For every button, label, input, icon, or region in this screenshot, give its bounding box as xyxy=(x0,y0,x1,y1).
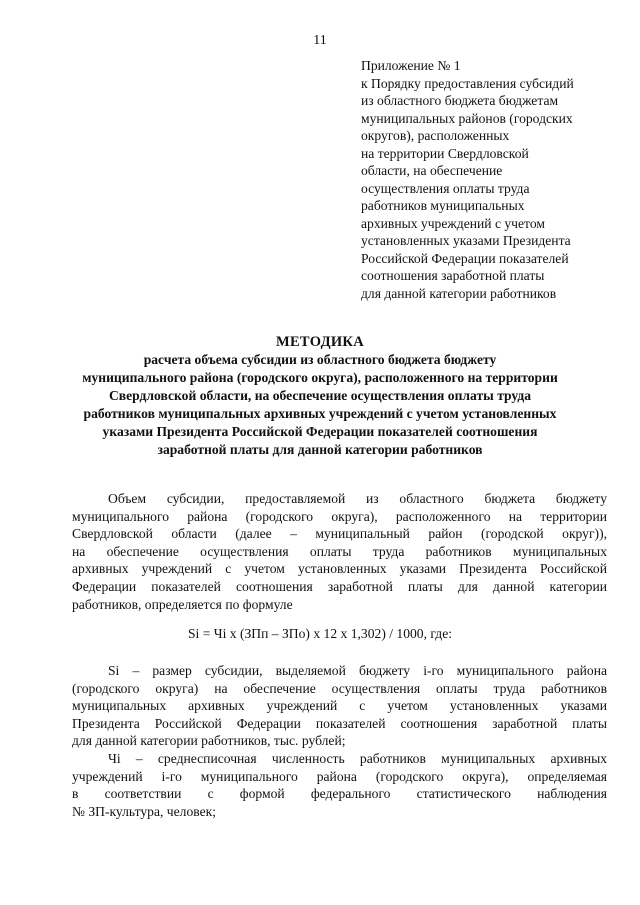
intro-paragraph xyxy=(72,490,607,613)
appendix-line: из областного бюджета бюджетам xyxy=(361,93,559,108)
definition-chi xyxy=(72,750,607,820)
appendix-header xyxy=(361,57,631,302)
appendix-line: для данной категории работников xyxy=(361,285,557,301)
paragraph-line: муниципальных архивных учреждений с учетом установленных указами xyxy=(72,698,607,714)
title-line: Свердловской области, на обеспечение осуществления оплаты труда xyxy=(108,388,532,403)
paragraph-line: на обеспечение осуществления оплаты труда работников муниципальных xyxy=(72,543,607,559)
document-title xyxy=(60,333,580,459)
paragraph-line: (городского округа) на обеспечение осуществления оплаты труда работников xyxy=(72,680,607,696)
appendix-line: архивных учреждений с учетом xyxy=(361,215,545,231)
paragraph-line: для данной категории работников, тыс. рублей; xyxy=(72,733,346,749)
formula: Si = Чi x (ЗПп – ЗПо) x 12 x 1,302) / 1000, где: xyxy=(187,626,453,641)
definition-si xyxy=(72,662,607,750)
appendix-line: области, на обеспечение xyxy=(361,163,503,178)
paragraph-line: Объем субсидии, предоставляемой из областного бюджета бюджету xyxy=(108,491,607,506)
appendix-line: на территории Свердловской xyxy=(361,145,529,161)
title-line: расчета объема субсидии из областного бюджета бюджету xyxy=(143,352,497,367)
appendix-line: Приложение № 1 xyxy=(361,58,461,73)
title-line: работников муниципальных архивных учреждений с учетом установленных xyxy=(83,406,557,421)
paragraph-line: работников, определяется по формуле xyxy=(72,596,293,612)
paragraph-line: муниципального района (городского округа), расположенного на территории xyxy=(72,508,607,524)
page-number: 11 xyxy=(313,33,327,48)
paragraph-line: Si – размер субсидии, выделяемой бюджету i-го муниципального района xyxy=(108,663,607,678)
paragraph-line: архивных учреждений с учетом установленных указами Президента Российской xyxy=(72,561,607,577)
paragraph-line: Чi – среднесписочная численность работников муниципальных архивных xyxy=(108,751,607,766)
appendix-line: к Порядку предоставления субсидий xyxy=(361,75,574,91)
paragraph-line: в соответствии с формой федерального статистического наблюдения xyxy=(72,786,607,802)
title-line: указами Президента Российской Федерации показателей соотношения xyxy=(102,424,538,439)
appendix-line: осуществления оплаты труда xyxy=(361,180,530,196)
title-line: заработной платы для данной категории работников xyxy=(157,442,483,457)
title-main: МЕТОДИКА xyxy=(275,334,365,350)
appendix-line: округов), расположенных xyxy=(361,128,510,143)
paragraph-line: № ЗП-культура, человек; xyxy=(72,803,216,819)
appendix-line: муниципальных районов (городских xyxy=(361,110,573,126)
title-line: муниципального района (городского округа), расположенного на территории xyxy=(82,370,558,385)
paragraph-line: Президента Российской Федерации показателей соотношения заработной платы xyxy=(72,715,607,731)
appendix-line: Российской Федерации показателей xyxy=(361,250,569,266)
appendix-line: соотношения заработной платы xyxy=(361,268,545,283)
paragraph-line: Свердловской области (далее – муниципальный район (городской округ)), xyxy=(72,526,607,542)
appendix-line: установленных указами Президента xyxy=(361,233,571,248)
paragraph-line: Федерации показателей соотношения заработной платы для данной категории xyxy=(72,578,607,594)
paragraph-line: учреждений i-го муниципального района (городского округа), определяемая xyxy=(72,768,607,784)
appendix-line: работников муниципальных xyxy=(361,198,525,213)
